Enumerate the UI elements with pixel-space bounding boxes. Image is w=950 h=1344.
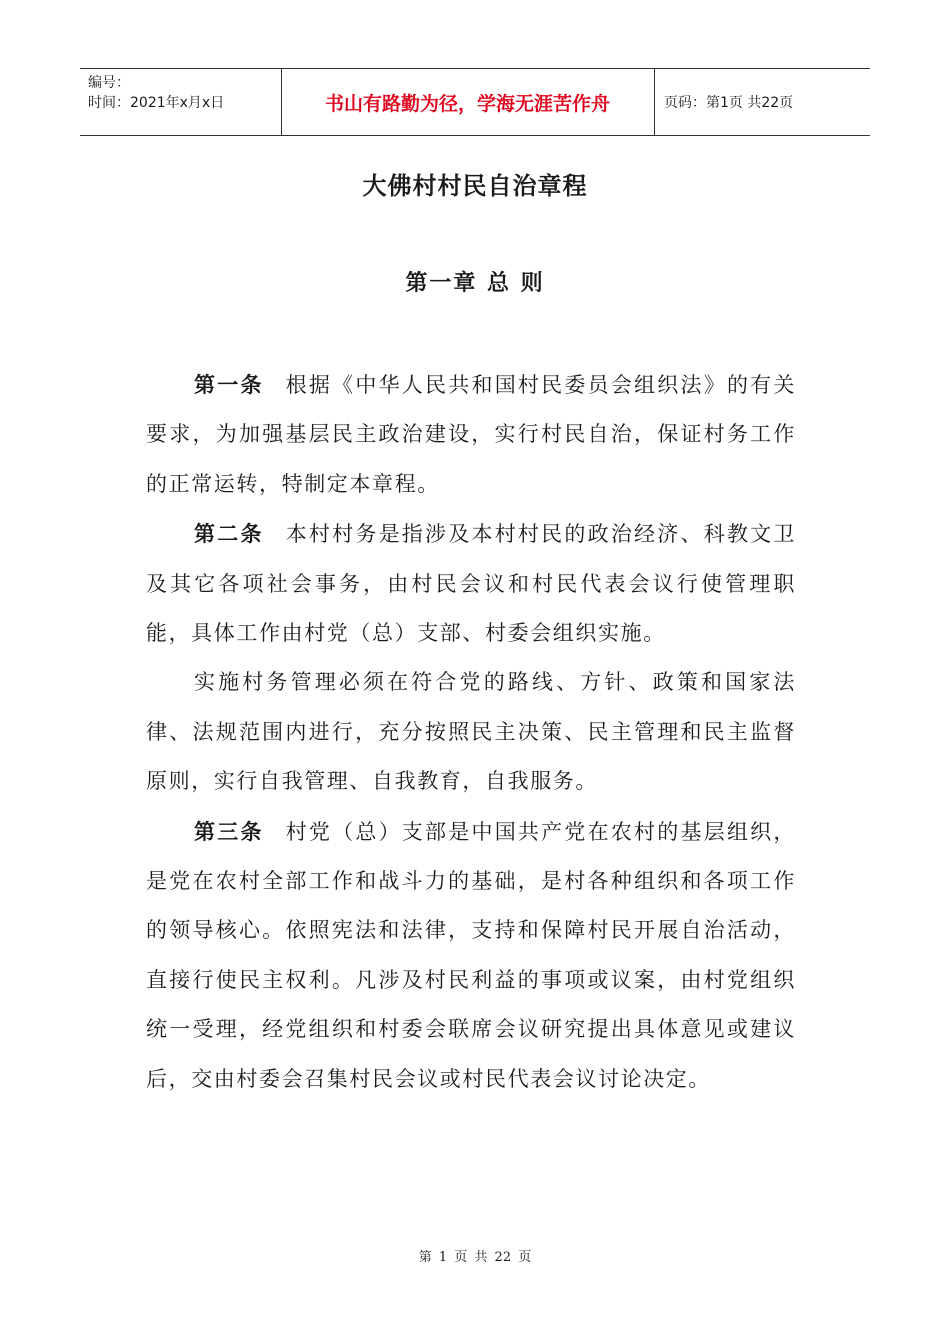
document-title: 大佛村村民自治章程 bbox=[362, 172, 588, 200]
header-motto: 书山有路勤为径，学海无涯苦作舟 bbox=[324, 92, 610, 115]
header-meta bbox=[88, 73, 224, 113]
article-2 bbox=[146, 509, 796, 658]
chapter-title: 第一章 总 则 bbox=[405, 271, 545, 296]
article-text: 根据《中华人民共和国村民委员会组织法》的有关要求，为加强基层民主政治建设，实行村民自治，保证村务工作的正常运转，特制定本章程。 bbox=[146, 373, 796, 496]
article-text: 本村村务是指涉及本村村民的政治经济、科教文卫及其它各项社会事务，由村民会议和村民代表会议行使管理职能，具体工作由村党（总）支部、村委会组织实施。 bbox=[146, 522, 796, 646]
article-label: 第三条 bbox=[194, 818, 264, 844]
header-page-info: 页码：第1页 共22页 bbox=[664, 95, 794, 111]
number-label: 编号： bbox=[88, 75, 130, 91]
time-label: 时间：2021年x月x日 bbox=[88, 95, 225, 111]
article-text: 实施村务管理必须在符合党的路线、方针、政策和国家法律、法规范围内进行，充分按照民主决策、民主管理和民主监督原则，实行自我管理、自我教育，自我服务。 bbox=[146, 670, 796, 794]
document-body bbox=[146, 360, 796, 1104]
page-footer: 第 1 页 共 22 页 bbox=[418, 1250, 532, 1265]
header-table bbox=[80, 68, 870, 136]
article-label: 第二条 bbox=[194, 521, 264, 547]
article-3 bbox=[146, 807, 796, 1104]
article-text: 村党（总）支部是中国共产党在农村的基层组织，是党在农村全部工作和战斗力的基础，是村各种组织和各项工作的领导核心。依照宪法和法律，支持和保障村民开展自治活动，直接行使民主权利。凡涉及村民利益的事项或议案，由村党组织统一受理，经党组织和村委会联席会议研究提出具体意见或建议后，交由村委会召集村民会议或村民代表会议讨论决定。 bbox=[146, 819, 796, 1091]
article-2-paragraph-2 bbox=[146, 658, 796, 806]
article-label: 第一条 bbox=[194, 372, 264, 397]
header-divider-right bbox=[654, 69, 655, 135]
article-1 bbox=[146, 360, 796, 509]
